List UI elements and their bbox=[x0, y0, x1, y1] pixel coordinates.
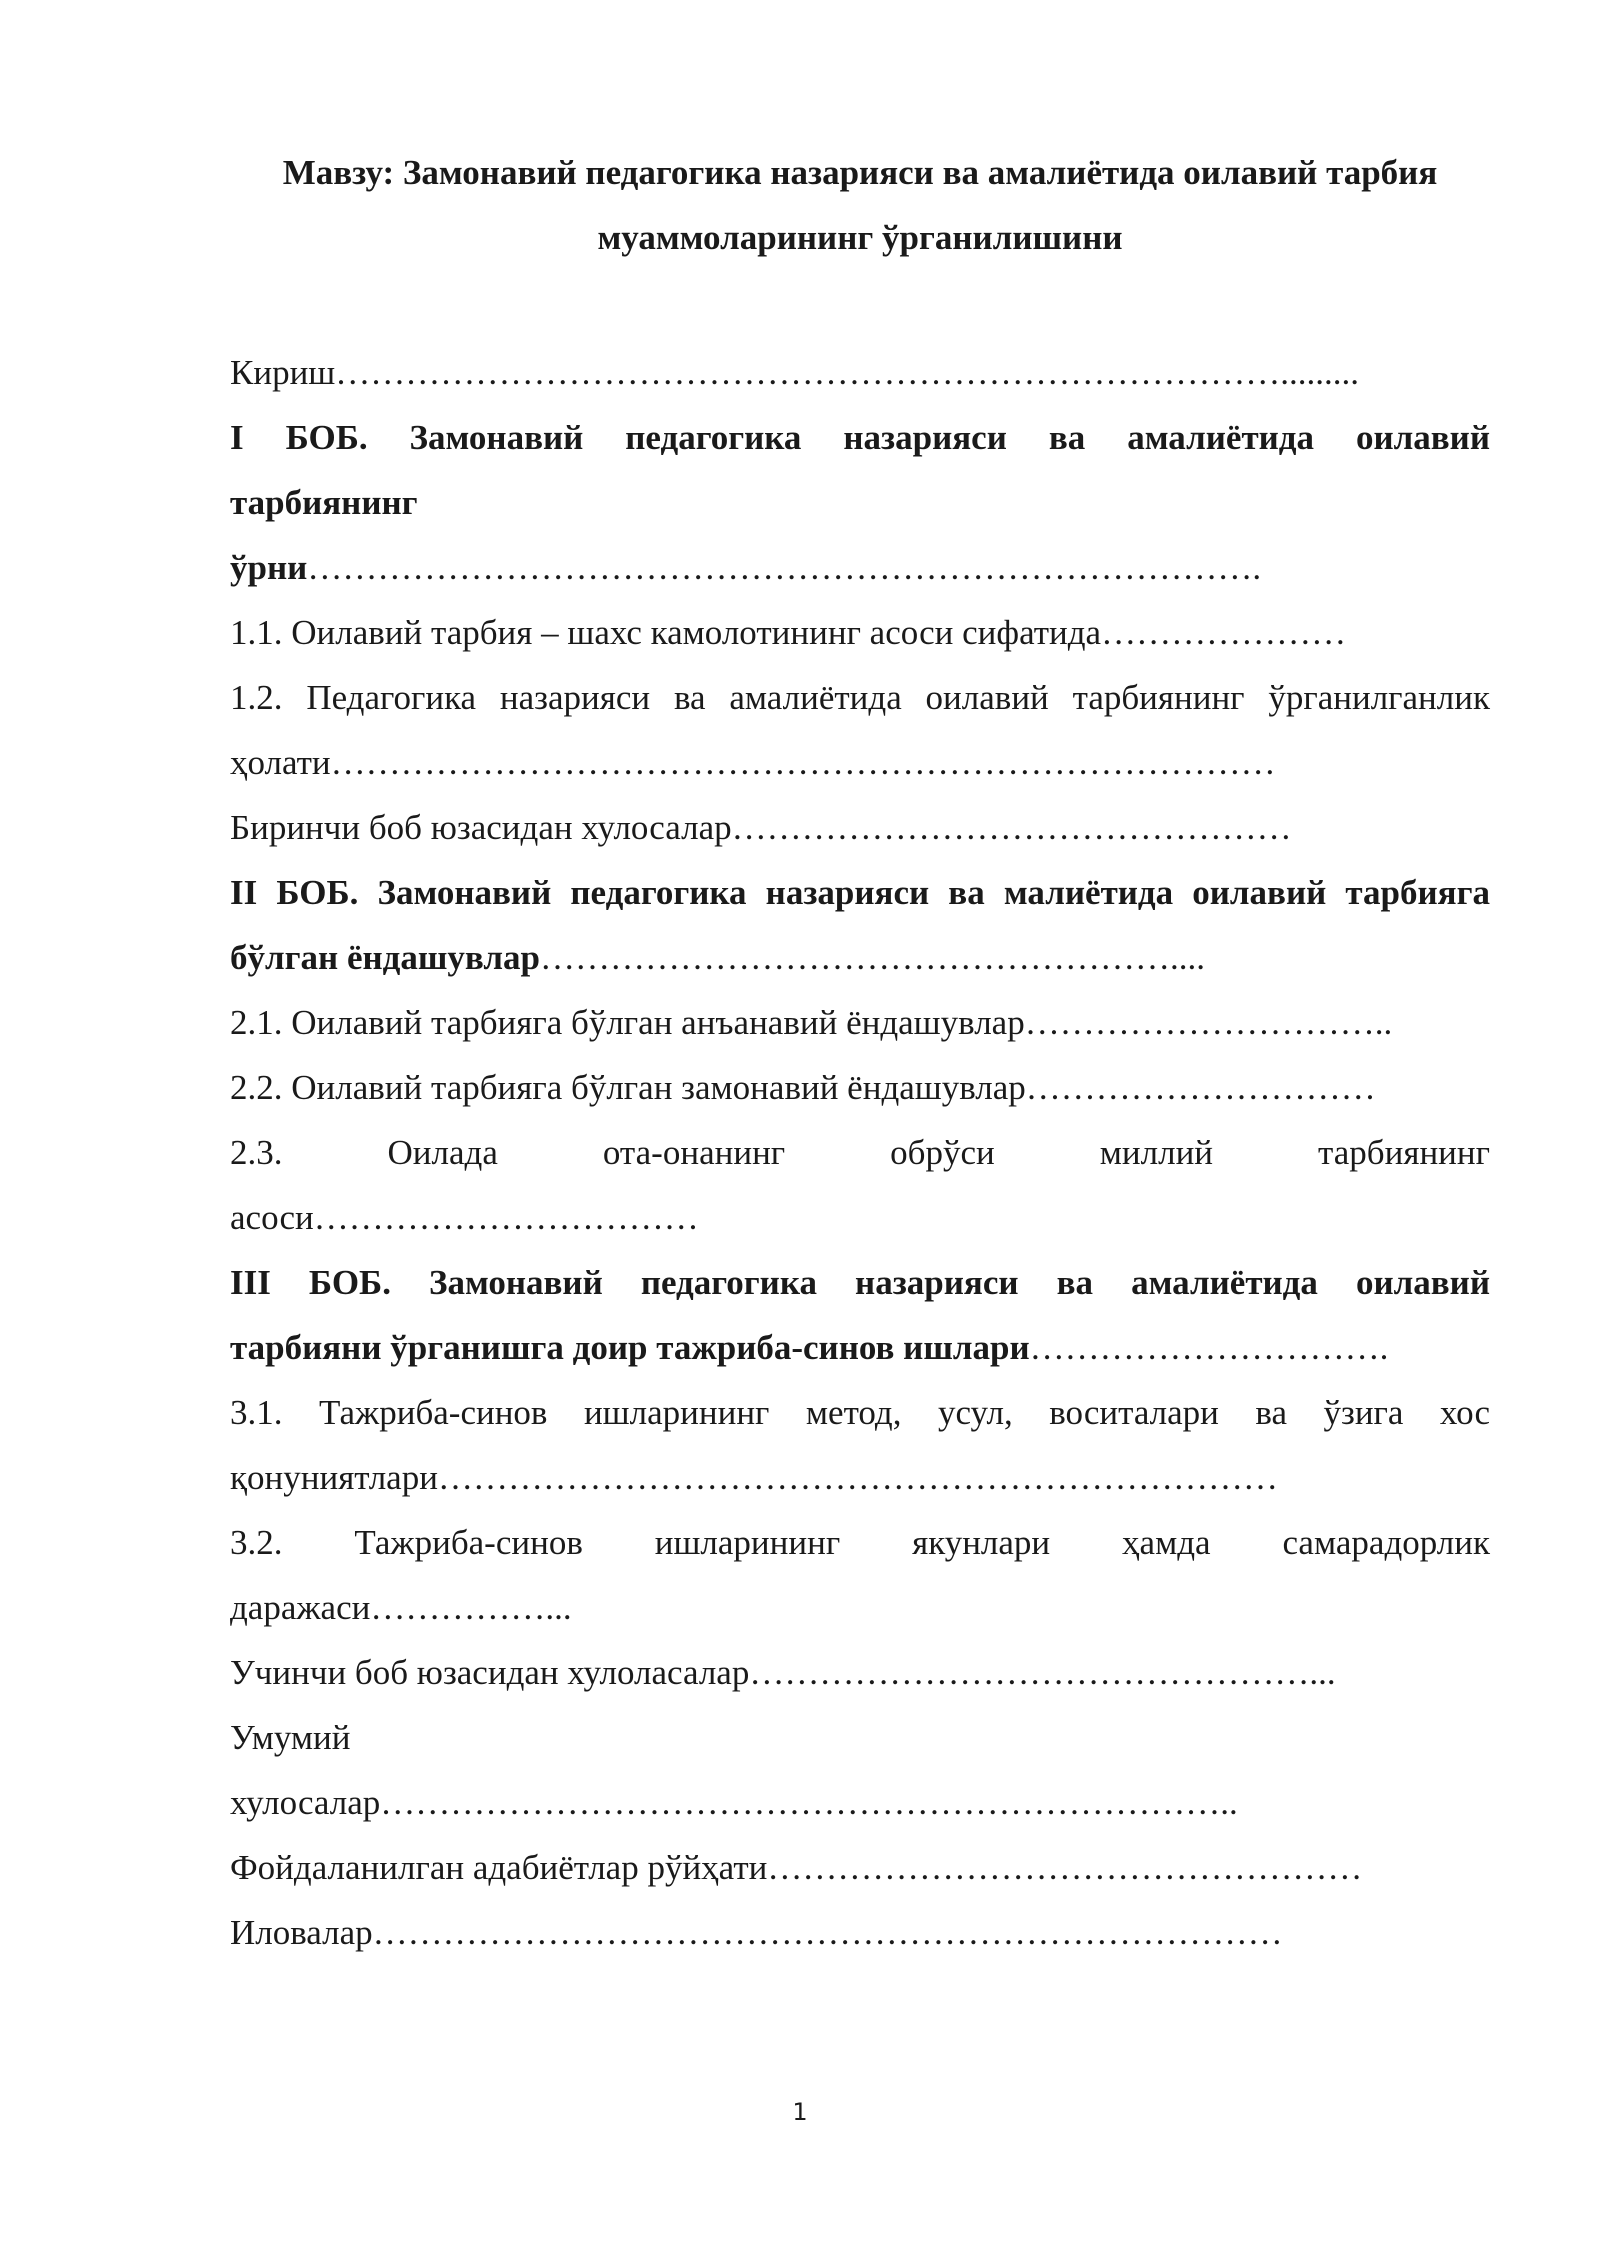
toc-section-1-1: 1.1. Оилавий тарбия – шахс камолотининг асоси сифатида………………… bbox=[230, 613, 1347, 652]
title-line-1: Мавзу: Замонавий педагогика назарияси ва амалиётида оилавий тарбия bbox=[282, 153, 1438, 192]
page-number: 1 bbox=[792, 2098, 808, 2126]
toc-section-1-2-cont: ҳолати……………………………………………………………………… bbox=[230, 743, 1276, 782]
toc-general-conclusions-cont: хулосалар……………………………………………………………….. bbox=[230, 1783, 1238, 1822]
toc-section-1-2: 1.2. Педагогика назарияси ва амалиётида оилавий тарбиянинг ўрганилганлик bbox=[230, 678, 1490, 717]
toc-general-conclusions: Умумий bbox=[230, 1718, 351, 1757]
title-line-2: муаммоларининг ўрганилишини bbox=[597, 218, 1123, 257]
toc-section-2-2: 2.2. Оилавий тарбияга бўлган замонавий ёндашувлар………………………… bbox=[230, 1068, 1376, 1107]
toc-chapter-3-dots: …………………………. bbox=[1029, 1328, 1389, 1367]
toc-section-2-1: 2.1. Оилавий тарбияга бўлган анъанавий ёндашувлар………………………….. bbox=[230, 1003, 1393, 1042]
toc-section-2-3: 2.3. Оилада ота-онанинг обрўси миллий тарбиянинг bbox=[230, 1133, 1490, 1172]
toc-chapter-1-bold-word: ўрни bbox=[230, 548, 308, 587]
toc-chapter-2-title: II БОБ. Замонавий педагогика назарияси ва малиётида оилавий тарбияга bbox=[230, 873, 1490, 912]
toc-section-3-1: 3.1. Тажриба-синов ишларининг метод, усул, воситалари ва ўзига хос bbox=[230, 1393, 1490, 1432]
toc-section-2-3-cont: асоси…………………………… bbox=[230, 1198, 699, 1237]
toc-section-3-2: 3.2. Тажриба-синов ишларининг якунлари ҳамда самарадорлик bbox=[230, 1523, 1490, 1562]
toc-chapter-3-summary: Учинчи боб юзасидан хулоласалар…………………………………………... bbox=[230, 1653, 1336, 1692]
toc-intro: Кириш………………………………………………………………………......... bbox=[230, 353, 1360, 392]
toc-chapter-1-title-end bbox=[230, 535, 1490, 600]
toc-section-3-2-cont: даражаси……………... bbox=[230, 1588, 572, 1627]
toc-chapter-3-bold-words: тарбияни ўрганишга доир тажриба-синов ишлари bbox=[230, 1328, 1030, 1367]
toc-chapter-2-title-end bbox=[230, 925, 1490, 990]
document-title bbox=[230, 140, 1490, 270]
toc-appendix: Иловалар…………………………………………………………………… bbox=[230, 1913, 1283, 1952]
toc-chapter-2-bold-words: бўлган ёндашувлар bbox=[230, 938, 540, 977]
toc-chapter-1-dots: ………………………………………………………………………. bbox=[307, 548, 1262, 587]
toc-chapter-3-title-end bbox=[230, 1315, 1490, 1380]
toc-chapter-1-summary: Биринчи боб юзасидан хулосалар………………………………………… bbox=[230, 808, 1292, 847]
toc-references: Фойдаланилган адабиётлар рўйҳати…………………………………………… bbox=[230, 1848, 1363, 1887]
toc-section-3-1-cont: қонуниятлари……………………………………………………………… bbox=[230, 1458, 1278, 1497]
table-of-contents bbox=[230, 340, 1490, 1965]
toc-chapter-2-dots: ……………………………………………….... bbox=[539, 938, 1205, 977]
toc-chapter-1-title: I БОБ. Замонавий педагогика назарияси ва амалиётида оилавий bbox=[230, 418, 1490, 457]
toc-chapter-1-title-cont: тарбиянинг bbox=[230, 483, 418, 522]
toc-chapter-3-title: III БОБ. Замонавий педагогика назарияси ва амалиётида оилавий bbox=[230, 1263, 1490, 1302]
